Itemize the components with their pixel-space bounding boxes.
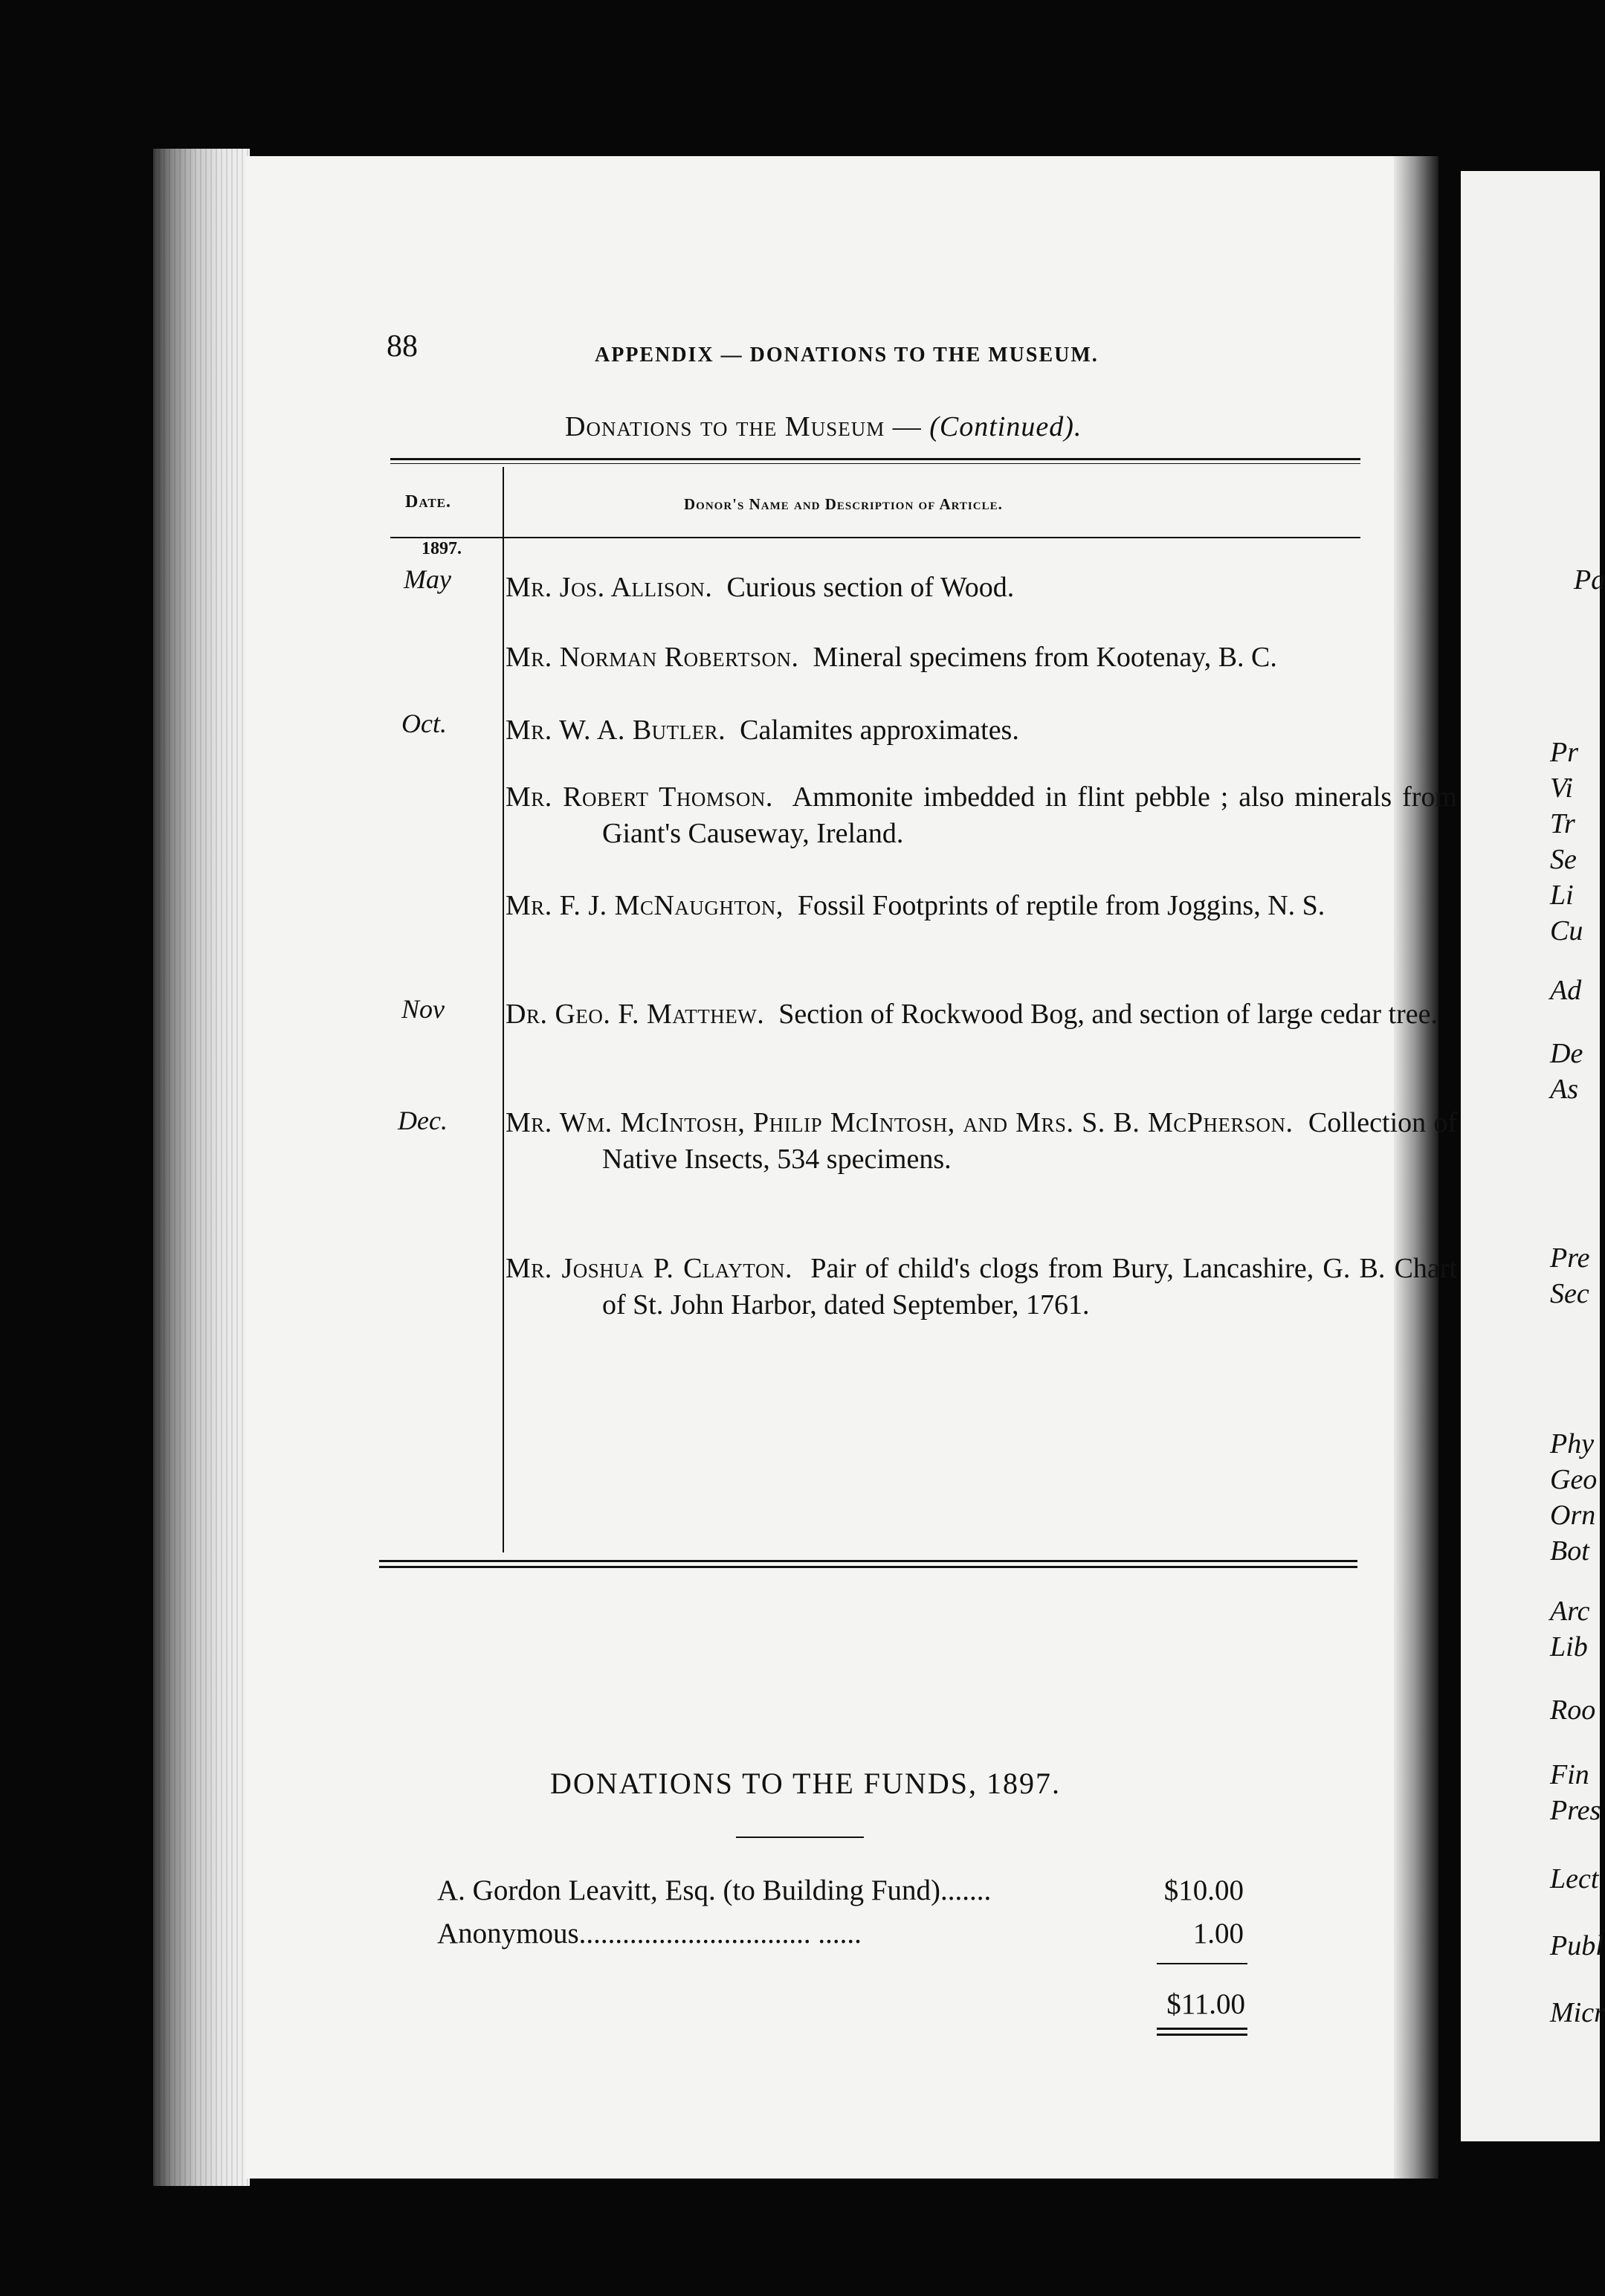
article-description: Pair of child's clogs from Bury, Lancashire, G. B. Chart of St. John Harbor, dated September, 1761. — [602, 1253, 1457, 1320]
donation-entry — [506, 888, 1457, 924]
article-description: Calamites approximates. — [740, 715, 1019, 746]
month-label-may: May — [404, 564, 451, 594]
article-description: Collection of Native Insects, 534 specimens. — [602, 1107, 1457, 1175]
facing-page-item: Bot — [1550, 1535, 1589, 1567]
facing-page-item: Publ — [1550, 1930, 1604, 1961]
facing-page-item: Phy — [1550, 1428, 1595, 1460]
donation-entry — [506, 1251, 1457, 1323]
facing-page-item: Pre — [1550, 1242, 1590, 1274]
donor-name: Mr. F. J. McNaughton, — [506, 890, 784, 921]
page-edge-stack — [153, 149, 250, 2186]
fund-donor: A. Gordon Leavitt, Esq. (to Building Fund)....... — [437, 1874, 992, 1906]
month-label-oct: Oct. — [401, 709, 447, 738]
article-description: Fossil Footprints of reptile from Joggins, N. S. — [797, 890, 1325, 921]
sum-rule — [1157, 1963, 1247, 1964]
donor-name: Mr. Joshua P. Clayton. — [506, 1253, 792, 1284]
facing-page-item: Geo — [1550, 1464, 1598, 1495]
facing-page-item: Ad — [1550, 975, 1582, 1006]
donor-name: Mr. Jos. Allison. — [506, 572, 713, 603]
article-description: Curious section of Wood. — [726, 572, 1015, 603]
section-title-continued: (Continued). — [929, 411, 1082, 442]
donation-entry — [506, 712, 1457, 749]
donation-entry — [506, 570, 1457, 606]
donor-name: Dr. Geo. F. Matthew. — [506, 999, 765, 1030]
facing-page-item: Li — [1550, 880, 1574, 911]
article-description: Section of Rockwood Bog, and section of large cedar tree. — [778, 999, 1438, 1030]
donation-entry — [506, 996, 1457, 1033]
table-header-rule — [390, 537, 1360, 538]
column-header-donor: Donor's Name and Description of Article. — [684, 495, 1003, 513]
section-title — [565, 410, 1082, 443]
column-header-date: Date. — [405, 492, 452, 512]
fund-amount: 1.00 — [1192, 1918, 1244, 1950]
total-double-rule-second — [1157, 2034, 1247, 2036]
facing-page-item: Micr — [1550, 1997, 1605, 2028]
donor-name: Mr. Norman Robertson. — [506, 642, 799, 673]
facing-page-item: Orn — [1550, 1500, 1596, 1531]
facing-page-item: Vi — [1550, 773, 1573, 804]
fund-row — [437, 1874, 1244, 1907]
facing-page — [1461, 171, 1605, 2141]
facing-page-item: Pres — [1550, 1795, 1601, 1826]
fund-donor: Anonymous................................ ...... — [437, 1918, 862, 1950]
section-title-main: Donations to the Museum — — [565, 411, 922, 442]
facing-page-item: Tr — [1550, 808, 1575, 839]
table-bottom-rule — [379, 1560, 1357, 1562]
document-page — [245, 156, 1457, 2179]
facing-page-item: Lect — [1550, 1863, 1599, 1894]
table-bottom-rule-second — [379, 1566, 1357, 1568]
donor-name: Mr. Robert Thomson. — [506, 781, 773, 813]
facing-page-item: Cu — [1550, 915, 1583, 947]
donation-entry — [506, 639, 1457, 676]
table-top-rule — [390, 458, 1360, 460]
donor-name: Mr. W. A. Butler. — [506, 715, 726, 746]
facing-page-item: As — [1550, 1074, 1578, 1105]
table-column-rule — [503, 467, 504, 1552]
fund-total: $11.00 — [1166, 1988, 1245, 2020]
facing-page-item: Lib — [1550, 1631, 1588, 1663]
running-head: APPENDIX — DONATIONS TO THE MUSEUM. — [595, 344, 1099, 367]
fund-row — [437, 1917, 1244, 1950]
donation-entry — [506, 1105, 1457, 1178]
month-label-dec: Dec. — [398, 1106, 448, 1135]
year-label: 1897. — [422, 539, 462, 558]
article-description: Ammonite imbedded in flint pebble ; also minerals from Giant's Causeway, Ireland. — [602, 781, 1457, 849]
article-description: Mineral specimens from Kootenay, B. C. — [813, 642, 1277, 673]
facing-page-item: Arc — [1550, 1596, 1590, 1627]
donor-name: Mr. Wm. McIntosh, Philip McIntosh, and Mrs. S. B. McPherson. — [506, 1107, 1294, 1138]
page-number: 88 — [387, 329, 418, 364]
facing-page-item: Fin — [1550, 1759, 1589, 1790]
funds-title: DONATIONS TO THE FUNDS, 1897. — [550, 1767, 1061, 1800]
month-label-nov: Nov — [401, 994, 445, 1024]
donation-entry — [506, 779, 1457, 852]
facing-page-item: Roo — [1550, 1694, 1596, 1726]
facing-page-item: Sec — [1550, 1278, 1589, 1309]
facing-page-item: De — [1550, 1038, 1583, 1069]
funds-title-rule — [736, 1837, 864, 1838]
facing-page-item: Pa — [1574, 564, 1605, 596]
fund-amount: $10.00 — [1163, 1874, 1244, 1906]
table-top-rule-thin — [390, 463, 1360, 464]
facing-page-item: Pr — [1550, 737, 1578, 768]
total-double-rule — [1157, 2028, 1247, 2030]
facing-page-item: Se — [1550, 844, 1577, 875]
